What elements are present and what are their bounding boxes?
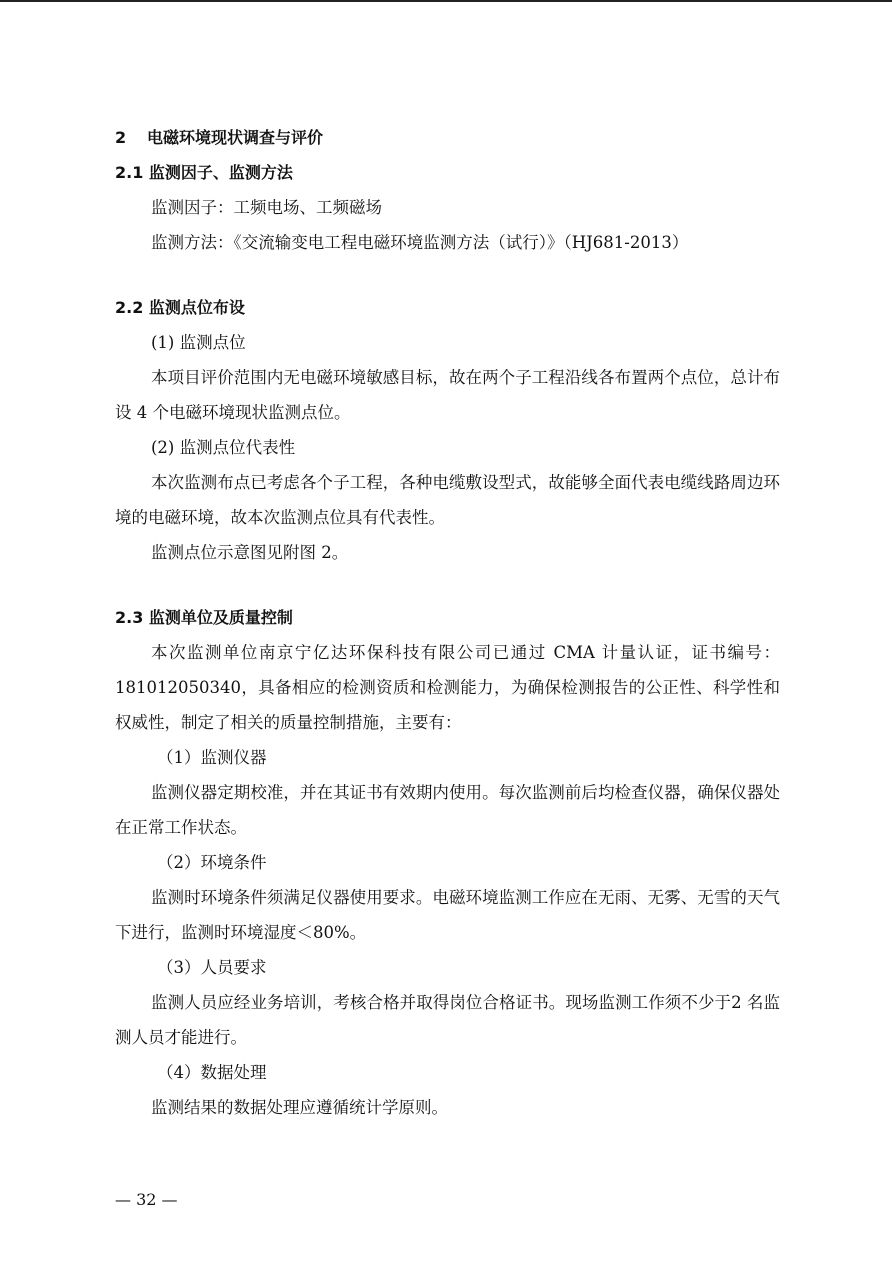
subheading-environment: （2）环境条件 [157, 853, 267, 872]
document-body [115, 120, 780, 1125]
paragraph: 本次监测单位南京宁亿达环保科技有限公司已通过 CMA 计量认证，证书编号：181012050340，具备相应的检测资质和检测能力，为确保检测报告的公正性、科学性和权威性，制定了相关的质量控制措施，主要有： [115, 643, 780, 732]
spacer [115, 260, 780, 290]
subheading-instruments: （1）监测仪器 [157, 748, 267, 767]
heading-number: 2.3 [115, 608, 144, 627]
paragraph: 监测仪器定期校准，并在其证书有效期内使用。每次监测前后均检查仪器，确保仪器处在正常工作状态。 [115, 783, 780, 837]
paragraph: 本项目评价范围内无电磁环境敏感目标，故在两个子工程沿线各布置两个点位，总计布设 4 个电磁环境现状监测点位。 [115, 368, 780, 422]
paragraph: 监测人员应经业务培训，考核合格并取得岗位合格证书。现场监测工作须不少于2 名监测人员才能进行。 [115, 993, 780, 1047]
paragraph: 监测时环境条件须满足仪器使用要求。电磁环境监测工作应在无雨、无雾、无雪的天气下进行，监测时环境湿度＜80%。 [115, 888, 780, 942]
monitoring-factor: 监测因子：工频电场、工频磁场 [151, 198, 382, 217]
subheading-representativeness: (2) 监测点位代表性 [151, 438, 296, 457]
page-number: — 32 — [115, 1190, 178, 1209]
subheading-personnel: （3）人员要求 [157, 958, 267, 977]
heading-section-2 [115, 120, 780, 155]
paragraph: 本次监测布点已考虑各个子工程，各种电缆敷设型式，故能够全面代表电缆线路周边环境的电磁环境，故本次监测点位具有代表性。 [115, 473, 780, 527]
monitoring-method: 监测方法：《交流输变电工程电磁环境监测方法（试行）》（HJ681-2013） [151, 233, 689, 252]
heading-section-2-1 [115, 155, 780, 190]
page-top-border [0, 0, 892, 2]
heading-title: 电磁环境现状调查与评价 [147, 128, 324, 147]
heading-number: 2.2 [115, 298, 144, 317]
subheading-data-processing: （4）数据处理 [157, 1063, 267, 1082]
heading-section-2-2 [115, 290, 780, 325]
heading-number: 2 [115, 128, 127, 147]
paragraph: 监测结果的数据处理应遵循统计学原则。 [151, 1098, 448, 1117]
heading-title: 监测单位及质量控制 [148, 608, 293, 627]
heading-number: 2.1 [115, 163, 144, 182]
spacer [115, 570, 780, 600]
heading-section-2-3 [115, 600, 780, 635]
subheading-points: (1) 监测点位 [151, 333, 246, 352]
heading-title: 监测因子、监测方法 [148, 163, 293, 182]
paragraph: 监测点位示意图见附图 2。 [151, 543, 349, 562]
heading-title: 监测点位布设 [148, 298, 245, 317]
